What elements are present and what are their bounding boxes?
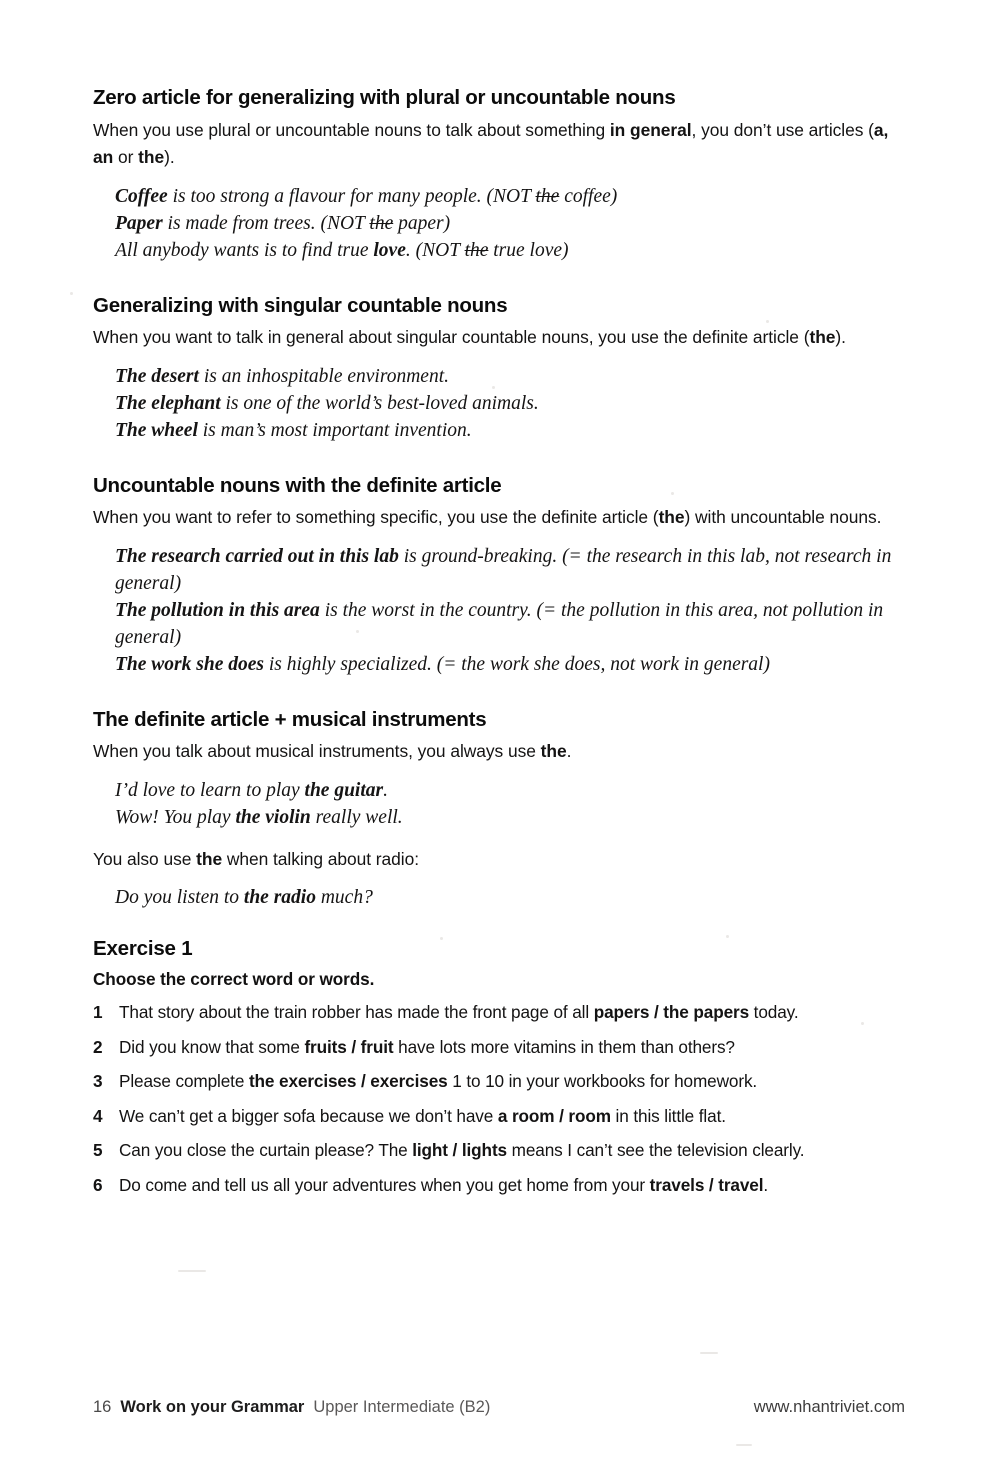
exercise-item-text: Did you know that some fruits / fruit have lots more vitamins in them than others? bbox=[119, 1036, 735, 1057]
emphasis-text: The wheel bbox=[115, 419, 198, 441]
emphasis-text: the bbox=[138, 147, 165, 168]
exercise-item-number: 2 bbox=[93, 1036, 103, 1057]
example-sentence: Wow! You play the violin really well. bbox=[115, 806, 403, 828]
footer-left-group bbox=[93, 1398, 490, 1417]
footer-page-number: 16 bbox=[93, 1398, 112, 1416]
emphasis-text: a, an bbox=[93, 119, 889, 168]
example-block bbox=[93, 363, 905, 444]
exercise-heading: Exercise 1 bbox=[93, 937, 193, 961]
scan-speckle bbox=[700, 1352, 718, 1354]
exercise-item-number: 6 bbox=[93, 1174, 103, 1195]
example-sentence: The wheel is man’s most important invention. bbox=[115, 419, 472, 441]
emphasis-text: fruits / fruit bbox=[304, 1036, 394, 1057]
exercise-item-number: 5 bbox=[93, 1140, 103, 1161]
emphasis-text: the bbox=[540, 741, 567, 762]
section-musical-instruments bbox=[93, 708, 905, 912]
struck-word: the bbox=[535, 185, 560, 207]
example-sentence: The desert is an inhospitable environment. bbox=[115, 365, 449, 387]
section-generalizing-singular bbox=[93, 294, 905, 444]
section-body: When you talk about musical instruments, you always use the. bbox=[93, 741, 572, 762]
emphasis-text: love bbox=[373, 239, 406, 261]
exercise-item-number: 3 bbox=[93, 1071, 103, 1092]
struck-word: the bbox=[369, 212, 394, 234]
footer-book-level: Upper Intermediate (B2) bbox=[313, 1398, 491, 1416]
emphasis-text: The pollution in this area bbox=[115, 599, 320, 621]
emphasis-text: the exercises / exercises bbox=[248, 1071, 448, 1092]
exercise-item[interactable] bbox=[93, 1035, 905, 1059]
example-sentence: I’d love to learn to play the guitar. bbox=[115, 779, 388, 801]
section-zero-article bbox=[93, 86, 905, 264]
exercise-item-text: We can’t get a bigger sofa because we don’t have a room / room in this little flat. bbox=[119, 1105, 726, 1126]
section-body: When you use plural or uncountable nouns to talk about something in general, you don’t use articles (a, an or the). bbox=[93, 119, 889, 168]
section-body: When you want to refer to something specific, you use the definite article (the) with uncountable nouns. bbox=[93, 507, 882, 528]
emphasis-text: The research carried out in this lab bbox=[115, 545, 399, 567]
emphasis-text: papers / the papers bbox=[593, 1002, 750, 1023]
emphasis-text: the guitar bbox=[304, 779, 384, 801]
example-block bbox=[93, 777, 905, 831]
emphasis-text: the violin bbox=[235, 806, 311, 828]
emphasis-text: in general bbox=[609, 119, 692, 140]
example-sentence: The research carried out in this lab is ground-breaking. (= the research in this lab, not research in general) bbox=[115, 545, 892, 594]
emphasis-text: Paper bbox=[115, 212, 163, 234]
example-block-secondary bbox=[93, 884, 905, 911]
example-sentence: Paper is made from trees. (NOT the paper) bbox=[115, 212, 451, 234]
exercise-instruction: Choose the correct word or words. bbox=[93, 969, 375, 990]
exercise-item-text: Do come and tell us all your adventures when you get home from your travels / travel. bbox=[119, 1174, 769, 1195]
scan-speckle bbox=[736, 1444, 752, 1446]
example-sentence: The work she does is highly specialized. (= the work she does, not work in general) bbox=[115, 653, 770, 675]
exercise-item-text: Please complete the exercises / exercises 1 to 10 in your workbooks for homework. bbox=[119, 1071, 758, 1092]
emphasis-text: a room / room bbox=[497, 1105, 611, 1126]
section-uncountable-definite bbox=[93, 474, 905, 678]
exercise-item[interactable] bbox=[93, 1069, 905, 1093]
footer-url: www.nhantriviet.com bbox=[753, 1398, 905, 1416]
emphasis-text: The desert bbox=[115, 365, 199, 387]
example-sentence: The pollution in this area is the worst in the country. (= the pollution in this area, not pollution in general) bbox=[115, 599, 884, 648]
exercise-item[interactable] bbox=[93, 1000, 905, 1024]
exercise-item[interactable] bbox=[93, 1138, 905, 1162]
emphasis-text: the bbox=[809, 327, 836, 348]
section-body: When you want to talk in general about singular countable nouns, you use the definite article (the). bbox=[93, 327, 846, 348]
emphasis-text: the bbox=[196, 848, 223, 869]
section-heading: Generalizing with singular countable nouns bbox=[93, 293, 508, 317]
emphasis-text: light / lights bbox=[412, 1140, 507, 1161]
example-sentence: The elephant is one of the world’s best-loved animals. bbox=[115, 392, 539, 414]
section-heading: Uncountable nouns with the definite article bbox=[93, 473, 502, 497]
page-footer bbox=[93, 1398, 905, 1417]
example-block bbox=[93, 183, 905, 264]
emphasis-text: The elephant bbox=[115, 392, 221, 414]
emphasis-text: The work she does bbox=[115, 653, 264, 675]
exercise-item-number: 4 bbox=[93, 1105, 103, 1126]
example-sentence: All anybody wants is to find true love. (NOT the true love) bbox=[115, 239, 569, 261]
emphasis-text: the radio bbox=[243, 887, 316, 909]
exercise-list bbox=[93, 1000, 905, 1197]
exercise-item-text: That story about the train robber has made the front page of all papers / the papers today. bbox=[119, 1002, 799, 1023]
scan-speckle bbox=[70, 292, 73, 295]
exercise-item-number: 1 bbox=[93, 1002, 103, 1023]
struck-word: the bbox=[464, 239, 489, 261]
exercise-item[interactable] bbox=[93, 1173, 905, 1197]
section-heading: The definite article + musical instruments bbox=[93, 707, 487, 731]
exercise-item[interactable] bbox=[93, 1104, 905, 1128]
exercise-item-text: Can you close the curtain please? The light / lights means I can’t see the television clearly. bbox=[119, 1140, 805, 1161]
section-body-secondary: You also use the when talking about radio: bbox=[93, 848, 419, 869]
emphasis-text: the bbox=[658, 507, 685, 528]
footer-book-title: Work on your Grammar bbox=[120, 1398, 305, 1416]
example-block bbox=[93, 543, 905, 678]
scan-speckle bbox=[178, 1270, 206, 1272]
page-content bbox=[93, 86, 905, 1207]
emphasis-text: travels / travel bbox=[649, 1174, 764, 1195]
section-heading: Zero article for generalizing with plural or uncountable nouns bbox=[93, 86, 676, 109]
example-sentence: Do you listen to the radio much? bbox=[115, 887, 373, 909]
emphasis-text: Coffee bbox=[115, 185, 168, 207]
example-sentence: Coffee is too strong a flavour for many people. (NOT the coffee) bbox=[115, 185, 618, 207]
exercise-section bbox=[93, 937, 905, 1197]
